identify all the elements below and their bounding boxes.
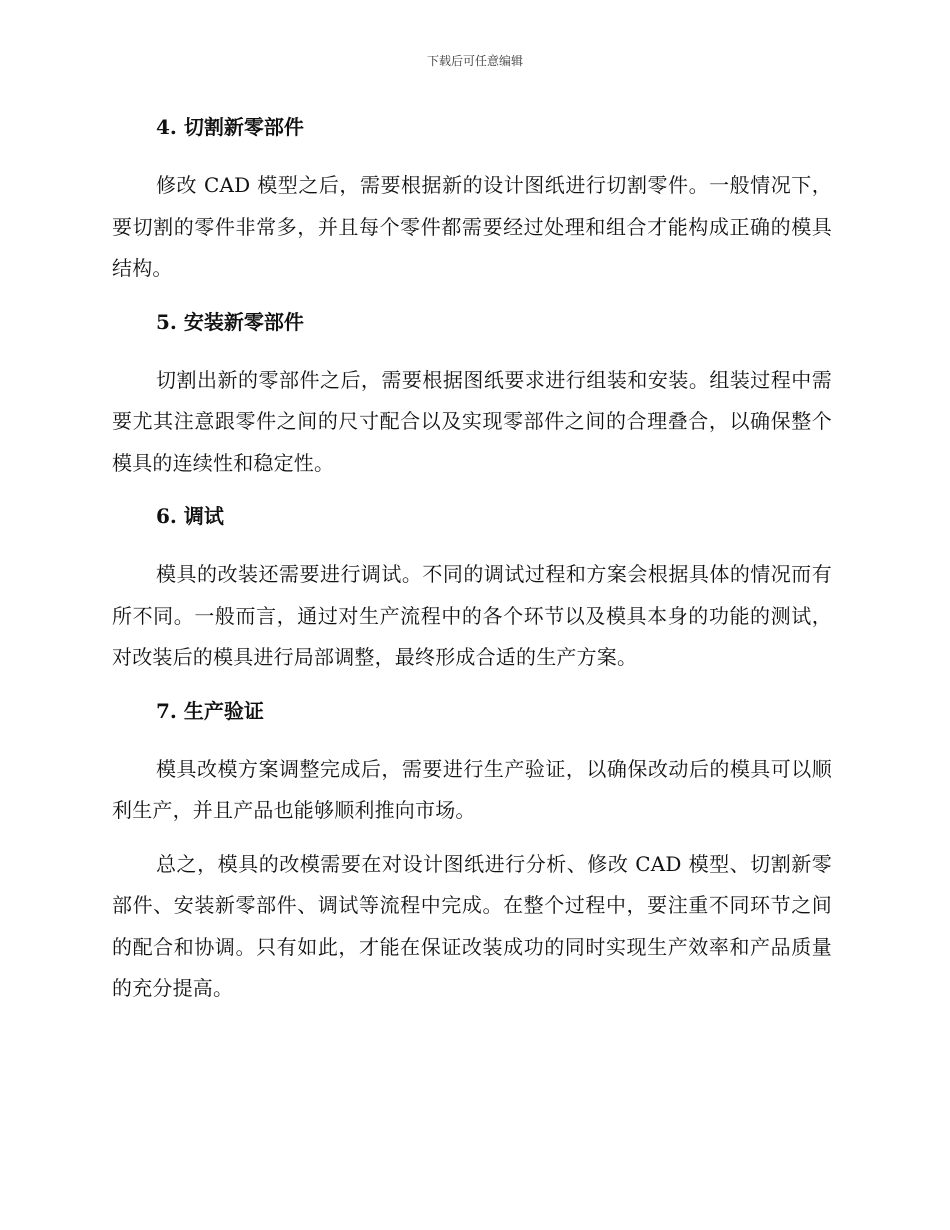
document-body xyxy=(112,107,832,1022)
section-heading-7: 7. 生产验证 xyxy=(156,698,264,723)
section-heading-6: 6. 调试 xyxy=(156,504,224,528)
conclusion-paragraph: 总之，模具的改模需要在对设计图纸进行分析、修改 CAD 模型、切割新零部件、安装新零部件、调试等流程中完成。在整个过程中，要注重不同环节之间的配合和协调。只有如此，才能在保证改装成功的同时实现生产效率和产品质量的充分提高。 xyxy=(112,851,832,1000)
page-header: 下载后可任意编辑 xyxy=(426,54,523,68)
section-paragraph-4: 修改 CAD 模型之后，需要根据新的设计图纸进行切割零件。一般情况下，要切割的零件非常多，并且每个零件都需要经过处理和组合才能构成正确的模具结构。 xyxy=(112,173,832,280)
section-paragraph-7: 模具改模方案调整完成后，需要进行生产验证，以确保改动后的模具可以顺利生产，并且产品也能够顺利推向市场。 xyxy=(112,756,832,822)
section-paragraph-5: 切割出新的零部件之后，需要根据图纸要求进行组装和安装。组装过程中需要尤其注意跟零件之间的尺寸配合以及实现零部件之间的合理叠合，以确保整个模具的连续性和稳定性。 xyxy=(112,367,832,475)
section-heading-5: 5. 安装新零部件 xyxy=(156,309,304,334)
section-paragraph-6: 模具的改装还需要进行调试。不同的调试过程和方案会根据具体的情况而有所不同。一般而言，通过对生产流程中的各个环节以及模具本身的功能的测试，对改装后的模具进行局部调整，最终形成合适的生产方案。 xyxy=(112,562,832,669)
section-heading-4: 4. 切割新零部件 xyxy=(156,115,304,139)
